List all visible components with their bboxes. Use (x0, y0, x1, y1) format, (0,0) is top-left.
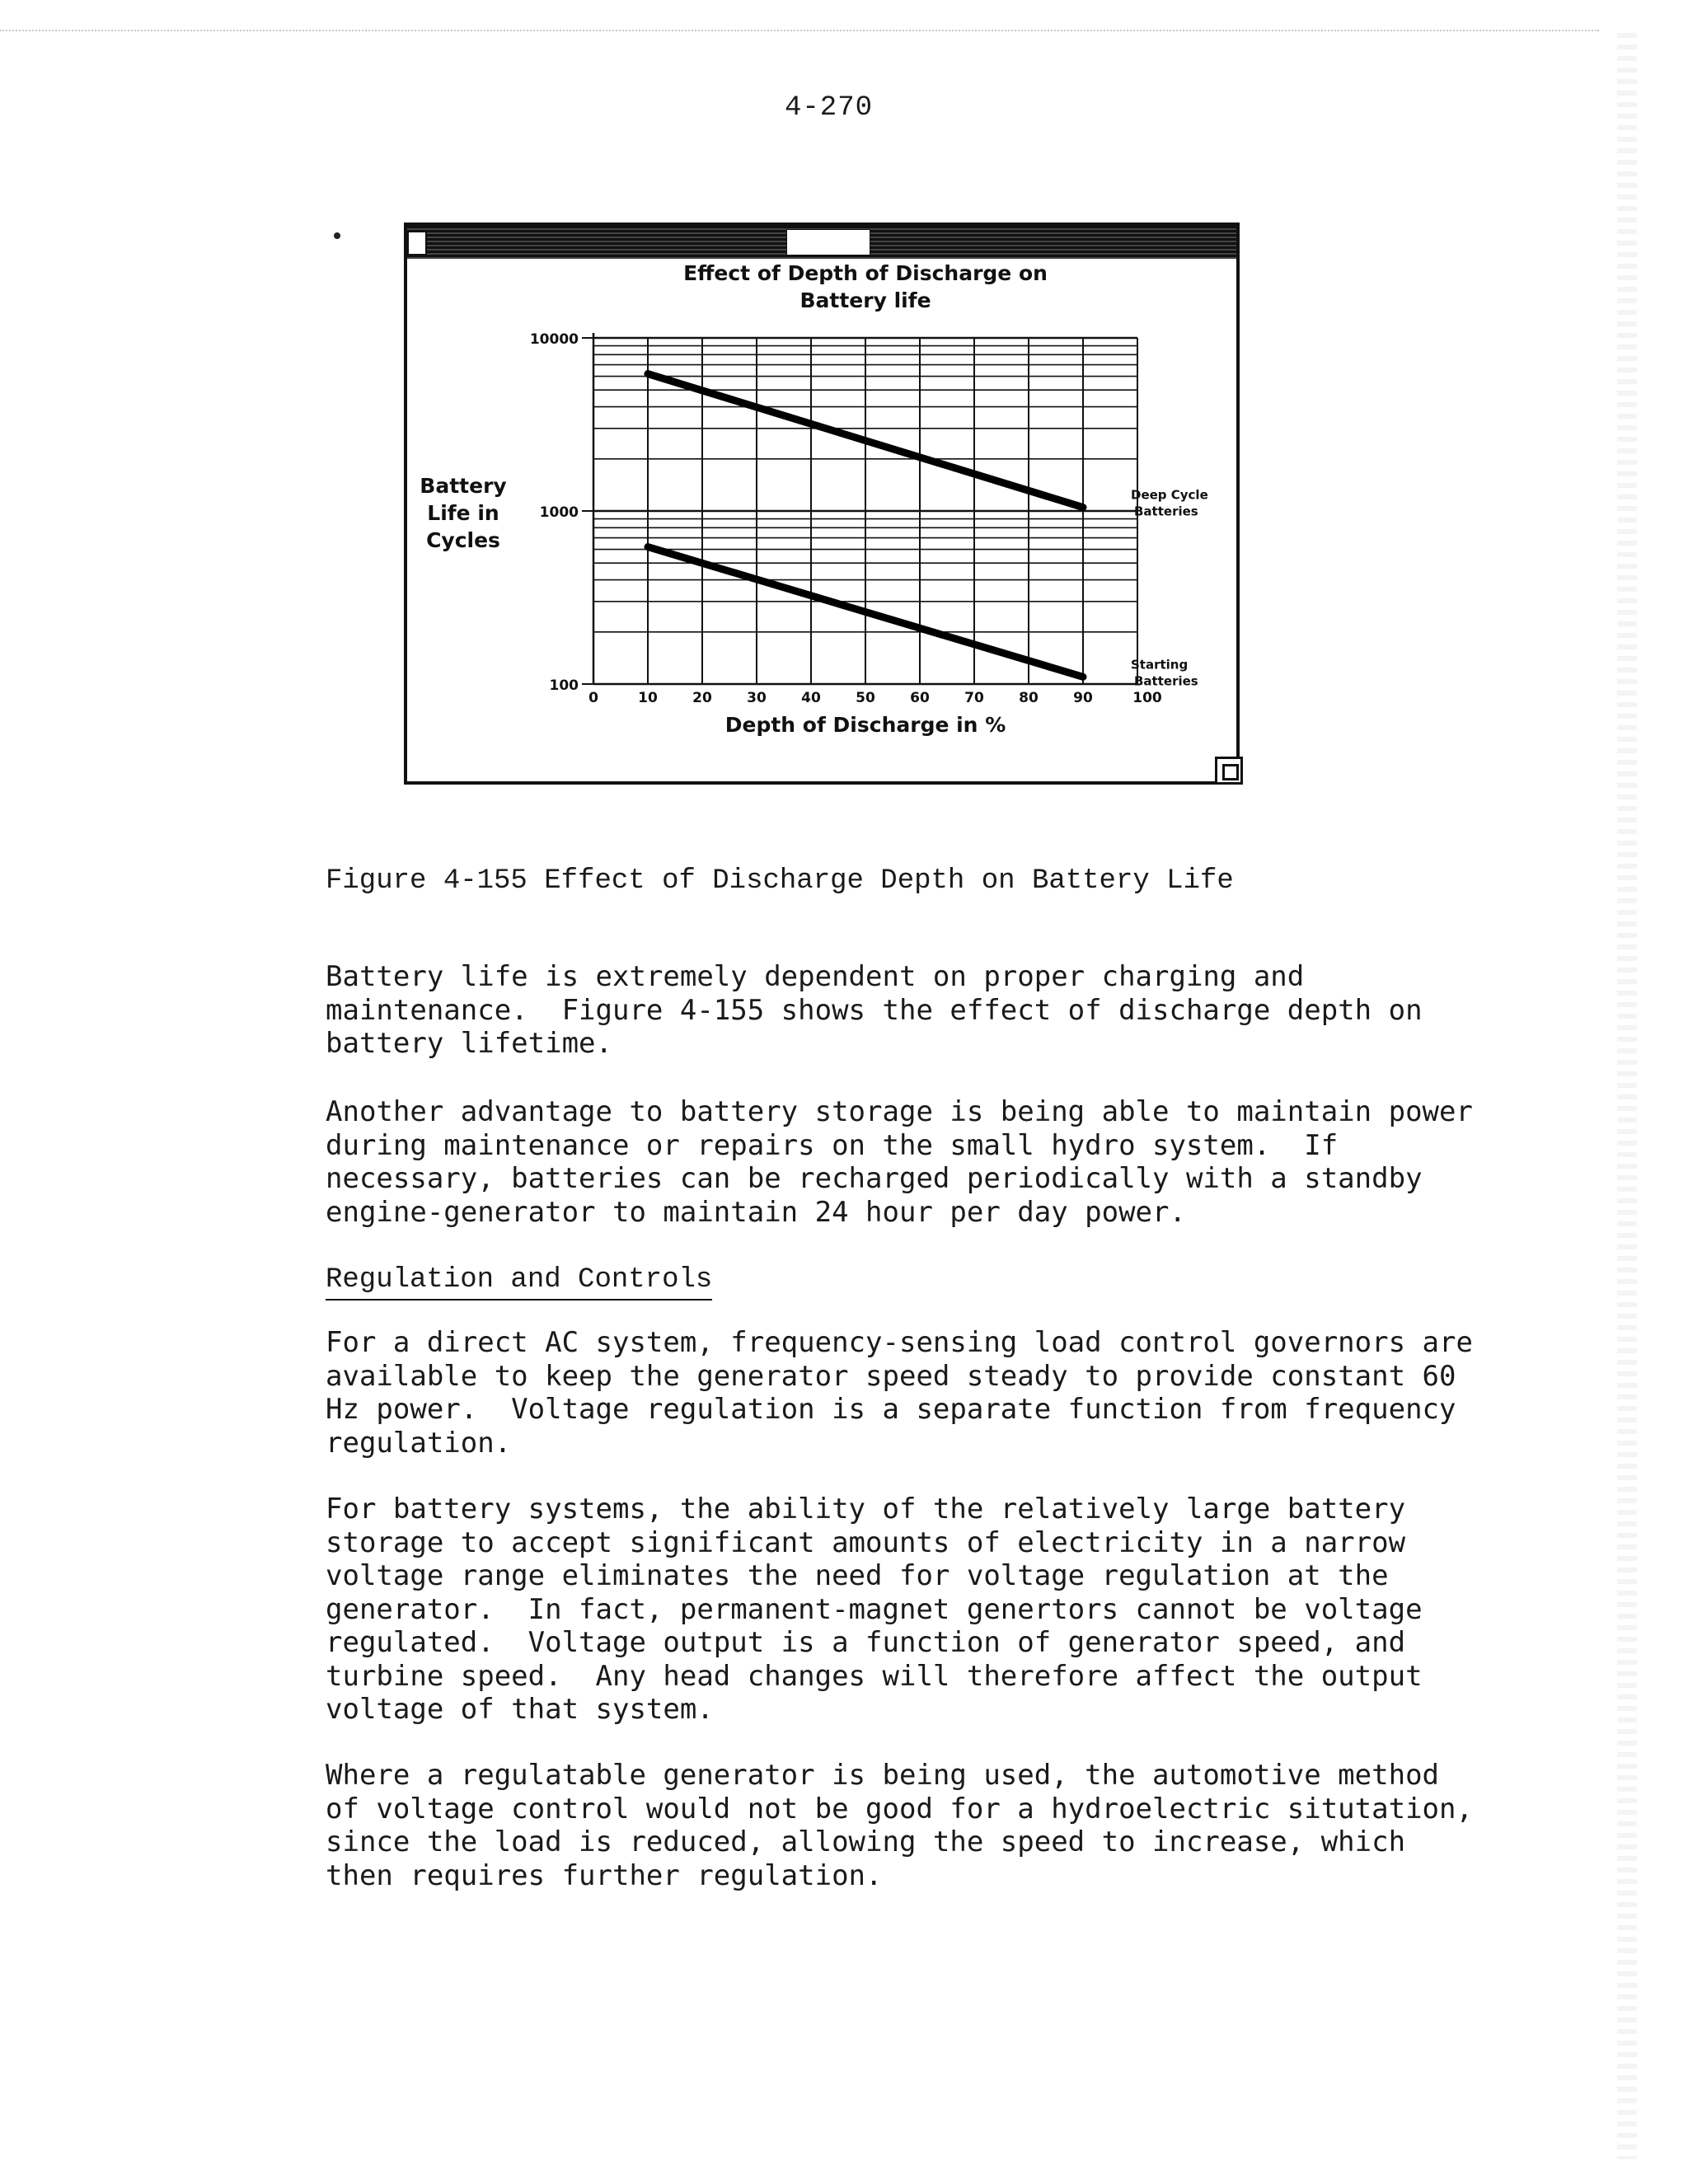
x-tick-label: 20 (692, 690, 712, 706)
paragraph-battery-life (326, 960, 1423, 1061)
text-line: necessary, batteries can be recharged periodically with a standby (326, 1162, 1423, 1195)
text-line: Another advantage to battery storage is being able to maintain power (326, 1095, 1473, 1128)
series-label-line: Starting (1131, 657, 1189, 673)
text-line: available to keep the generator speed steady to provide constant 60 (326, 1359, 1456, 1393)
y-tick-label: 1000 (539, 504, 579, 521)
x-tick-label: 80 (1019, 690, 1039, 706)
paragraph-battery-systems (326, 1493, 1423, 1727)
series-label-line: Deep Cycle (1131, 487, 1208, 503)
y-tick-label: 100 (549, 677, 579, 694)
text-line: For battery systems, the ability of the relatively large battery (326, 1493, 1406, 1526)
title-bar-window-area (786, 229, 870, 255)
text-line: Battery life is extremely dependent on proper charging and (326, 960, 1305, 993)
y-axis-label-line: Cycles (426, 528, 500, 552)
x-tick-label: 10 (638, 690, 658, 706)
paragraph-ac-system (326, 1326, 1473, 1460)
scan-right-edge (1617, 33, 1637, 2159)
x-tick-label: 90 (1073, 690, 1093, 706)
text-line: For a direct AC system, frequency-sensing load control governors are (326, 1326, 1473, 1359)
y-axis-label-line: Battery (420, 474, 507, 498)
text-line: Where a regulatable generator is being used, the automotive method (326, 1759, 1440, 1792)
y-axis-label-line: Life in (427, 501, 499, 525)
resize-icon[interactable] (1215, 757, 1243, 785)
text-line: engine-generator to maintain 24 hour per day power. (326, 1195, 1186, 1229)
text-line: voltage range eliminates the need for voltage regulation at the (326, 1559, 1389, 1592)
text-line: generator. In fact, permanent-magnet genertors cannot be voltage (326, 1592, 1423, 1626)
x-tick-label: 100 (1132, 690, 1162, 706)
page-number: 4-270 (785, 92, 874, 124)
section-heading: Regulation and Controls (326, 1264, 712, 1301)
text-line: of voltage control would not be good for a hydroelectric situtation, (326, 1792, 1473, 1825)
x-tick-label: 60 (910, 690, 930, 706)
text-line: regulation. (326, 1426, 512, 1460)
x-tick-label: 50 (856, 690, 875, 706)
series-label-line: Batteries (1134, 673, 1198, 689)
paragraph-battery-storage (326, 1095, 1473, 1229)
text-line: Hz power. Voltage regulation is a separate function from frequency (326, 1393, 1456, 1426)
series-label-line: Batteries (1134, 504, 1198, 519)
chart-grid (593, 338, 1137, 684)
window-title-bar[interactable] (407, 226, 1236, 259)
y-tick-label: 10000 (529, 331, 579, 348)
x-tick-label: 0 (588, 690, 598, 706)
text-line: storage to accept significant amounts of electricity in a narrow (326, 1526, 1406, 1559)
text-line: battery lifetime. (326, 1027, 612, 1060)
chart-labels (420, 261, 1207, 737)
chart-title-line: Battery life (799, 288, 931, 312)
close-box-icon[interactable] (407, 231, 427, 255)
text-line: then requires further regulation. (326, 1858, 883, 1892)
stray-mark (334, 232, 340, 239)
figure-caption: Figure 4-155 Effect of Discharge Depth on Battery Life (326, 865, 1234, 897)
x-tick-label: 30 (747, 690, 767, 706)
text-line: during maintenance or repairs on the small hydro system. If (326, 1128, 1339, 1162)
x-tick-label: 70 (964, 690, 984, 706)
text-line: since the load is reduced, allowing the speed to increase, which (326, 1825, 1406, 1858)
chart-title-line: Effect of Depth of Discharge on (683, 261, 1048, 285)
battery-life-chart (404, 255, 1240, 750)
text-line: maintenance. Figure 4-155 shows the effect of discharge depth on (326, 993, 1423, 1027)
text-line: turbine speed. Any head changes will therefore affect the output (326, 1659, 1423, 1693)
scan-top-rule (0, 30, 1599, 31)
paragraph-regulatable-generator (326, 1759, 1473, 1892)
text-line: regulated. Voltage output is a function of generator speed, and (326, 1626, 1406, 1659)
x-axis-label: Depth of Discharge in % (724, 713, 1006, 737)
x-tick-label: 40 (801, 690, 821, 706)
text-line: voltage of that system. (326, 1693, 714, 1726)
